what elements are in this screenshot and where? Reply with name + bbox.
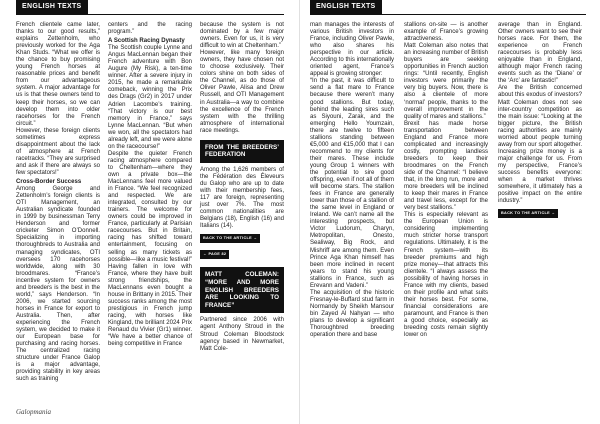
subheading: A Scottish Racing Dynasty	[108, 38, 185, 45]
paragraph: man manages the interests of various British investors in France, including Oliver Pawle, who also shares his perspective in our article. According to this internationally oriented agent, France’s appeal is growing stronger:	[310, 22, 394, 78]
box-title-breeders-federation: FROM THE BREEDERS’ FEDERATION	[200, 140, 284, 163]
paragraph: The Scottish couple Lynne and Angus MacLennan began their French adventure with Bon Augure (My Risk), a ten-time winner. After a severe injury in 2015, he made a remarkable comeback, winning the Prix des Drags (Gr2) in 2017 under Adrien Lacombe’s training. “That victory is our best memory in France,” says Lynne MacLennan. “But when we won, all the spectators had already left, and we were alone on the racecourse!”	[108, 45, 192, 150]
right-page	[300, 0, 600, 424]
paragraph: average than in England. Other owners want to see their horses race. For them, the experience on French racecourses is probably less enjoyable than in England, although major French racing events such as the ‘Diane’ or the ‘Arc’ are fantastic!”	[498, 22, 582, 85]
right-column-2	[404, 22, 488, 339]
section-header-tab: ENGLISH TEXTS	[310, 0, 382, 14]
box-text: Partnered since 2006 with agent Anthony Stroud in the Stroud Coleman Bloodstock agency based in Newmarket, Matt Cole-	[200, 317, 284, 352]
paragraph: centers and the racing program.”	[108, 22, 192, 36]
paragraph: Having fallen in love with France, where they have built strong friendships, the MacLennans even bought a house in Brittany in 2015. Their success ranks among the most prestigious in French jump racing, with horses like Kingland, the brilliant 2024 Prix Renaud du Vivier (Gr1) winner. “We have a better chance of being competitive in France	[108, 263, 192, 348]
left-column-2	[108, 22, 192, 348]
header-rule	[16, 14, 284, 15]
magazine-logo: Galopmania	[16, 408, 51, 416]
box-text: Among the 1,626 members of the Fédération des Éleveurs du Galop who are up to date with their membership fees, 117 are foreign, representing just over 7%. The most common nationalities are Belgians (18), English (16) and Italians (14).	[200, 166, 284, 230]
paragraph: because the system is not dominated by a few major owners. Even for us, it is very difficult to win at Cheltenham.”	[200, 22, 284, 50]
paragraph: Are the British concerned about this exodus of investors? Matt Coleman does not see inter-country competition as the main issue: “Looking at the bigger picture, the British racing authorities are mainly worried about people turning away from our sport altogether. Increasing prize money is a major challenge for us. From my perspective, France’s success benefits everyone: when a market thrives somewhere, it ultimately has a positive impact on the entire industry.”	[498, 85, 582, 205]
paragraph: stallions on-site — is another example of France’s growing attractiveness.	[404, 22, 488, 43]
paragraph: “In the past, it was difficult to send a flat mare to France because there weren’t many good stallions. But today, behind the leading sires such as Siyouni, Zarak, and the emerging Hello Youmzain, there are twelve to fifteen stallions standing between €5,000 and €15,000 that I can recommend to my clients for their mares. These include young Group 1 winners with the potential to sire good offspring, even if not all of them will become stars. The stallion fees in France are generally lower than those of a stallion of the same level in England or Ireland. We can’t name all the interesting prospects, but Victor Ludorum, Charyn, Metropolitan, Onesto, Sealiway, Big Rock, and Mishriff are among them. Even Prince Aga Khan himself has been more inclined in recent years to stand his young stallions in France, such as Erevann and Vadeni.”	[310, 78, 394, 289]
back-to-article-link[interactable]: BACK TO THE ARTICLE →	[200, 234, 260, 243]
paragraph: However, these foreign clients sometimes express disappointment about the lack of atmosphere at French racetracks. “They are surprised and ask if there are always so few spectators!”	[16, 127, 100, 176]
right-column-3	[498, 22, 582, 221]
paragraph: The acquisition of the historic Fresnay-le-Buffard stud farm in Normandy by Sheikh Mansour bin Zayed Al Nahyan — who plans to develop a significant Thoroughbred breeding operation there and base	[310, 289, 394, 339]
left-column-3	[200, 22, 284, 353]
subheading: Cross-Border Success	[16, 179, 82, 186]
paragraph: Brexit has made horse transportation between England and France more complicated and increasingly costly, prompting landless breeders to keep their broodmares on the French side of the Channel: “I believe that, in the long run, more and more breeders will be inclined to keep their mares in France and travel less, except for the very best stallions.”	[404, 120, 488, 212]
paragraph: French clientele came later, thanks to our good results,” explains Zettenholm, who previously worked for the Aga Khan Studs. “What we offer is the chance to buy promising young French horses at reasonable prices and benefit from our advantageous system. A major advantage for us is that these owners tend to keep their horses, so we can develop them into older racehorses for the French circuit.”	[16, 22, 100, 127]
paragraph: Despite the quieter French racing atmosphere compared to Cheltenham—where they own a private box—the MacLennans feel more valued in France. “We feel recognized and respected. We are integrated, consulted by our trainers. The welcome for owners could be improved in France, particularly at Parisian racecourses. But in Britain, racing has shifted toward entertainment, focusing on selling as many tickets as possible—like a music festival!”	[108, 150, 193, 263]
paragraph: However, like many foreign owners, they have chosen not to choose exclusively. Their colors shine on both sides of the Channel, as do those of Oliver Pawle, Alisa and Drew Russell, and OTI Management in Australia—a way to combine the excellence of the French system with the thrilling atmosphere of international race meetings.	[200, 50, 284, 134]
header-rule	[310, 14, 586, 15]
back-to-article-link[interactable]: BACK TO THE ARTICLE →	[498, 209, 558, 218]
page-link[interactable]: ← PAGE 82	[200, 250, 229, 259]
box-title-matt-coleman: MATT COLEMAN: “MORE AND MORE ENGLISH BREEDERS ARE LOOKING TO FRANCE”	[200, 267, 284, 313]
paragraph: Among George and Zettenholm’s foreign clients is OTI Management, an Australian syndicate founded in 1999 by businessman Terry Henderson and former cricketer Simon O’Donnell. Specializing in importing thoroughbreds to Australia and managing syndicates, OTI oversees 170 racehorses worldwide, along with 30 broodmares. “France’s incentive system for owners and breeders is the best in the world,” says Henderson. “In 2006, we started sourcing horses in France for export to Australia. Then, after experiencing the French system, we decided to make it our European base for purchasing and racing horses. The centralized racing structure under France Galop is a major advantage, providing stability in key areas such as training	[16, 186, 100, 383]
section-header-tab: ENGLISH TEXTS	[16, 0, 88, 14]
paragraph: This is especially relevant as the European Union is considering implementing much stricter horse transport regulations. Ultimately, it is the French system—with its breeder premiums and high prize money—that attracts this clientele. “I always assess the possibility of having horses in France with my clients, based on their profile and what suits their horses best. For some, financial considerations are paramount, and France is then a good choice, especially as breeding costs remain slightly lower on	[404, 212, 488, 339]
right-column-1	[310, 22, 394, 339]
left-column-1	[16, 22, 100, 383]
paragraph: Matt Coleman also notes that an increasing number of British buyers are seeking opportunities in French auction rings: “Until recently, English investors were primarily the very big buyers. Now, there is also a clientele of more ‘normal’ people, thanks to the overall improvement in the quality of mares and stallions.”	[404, 43, 488, 120]
